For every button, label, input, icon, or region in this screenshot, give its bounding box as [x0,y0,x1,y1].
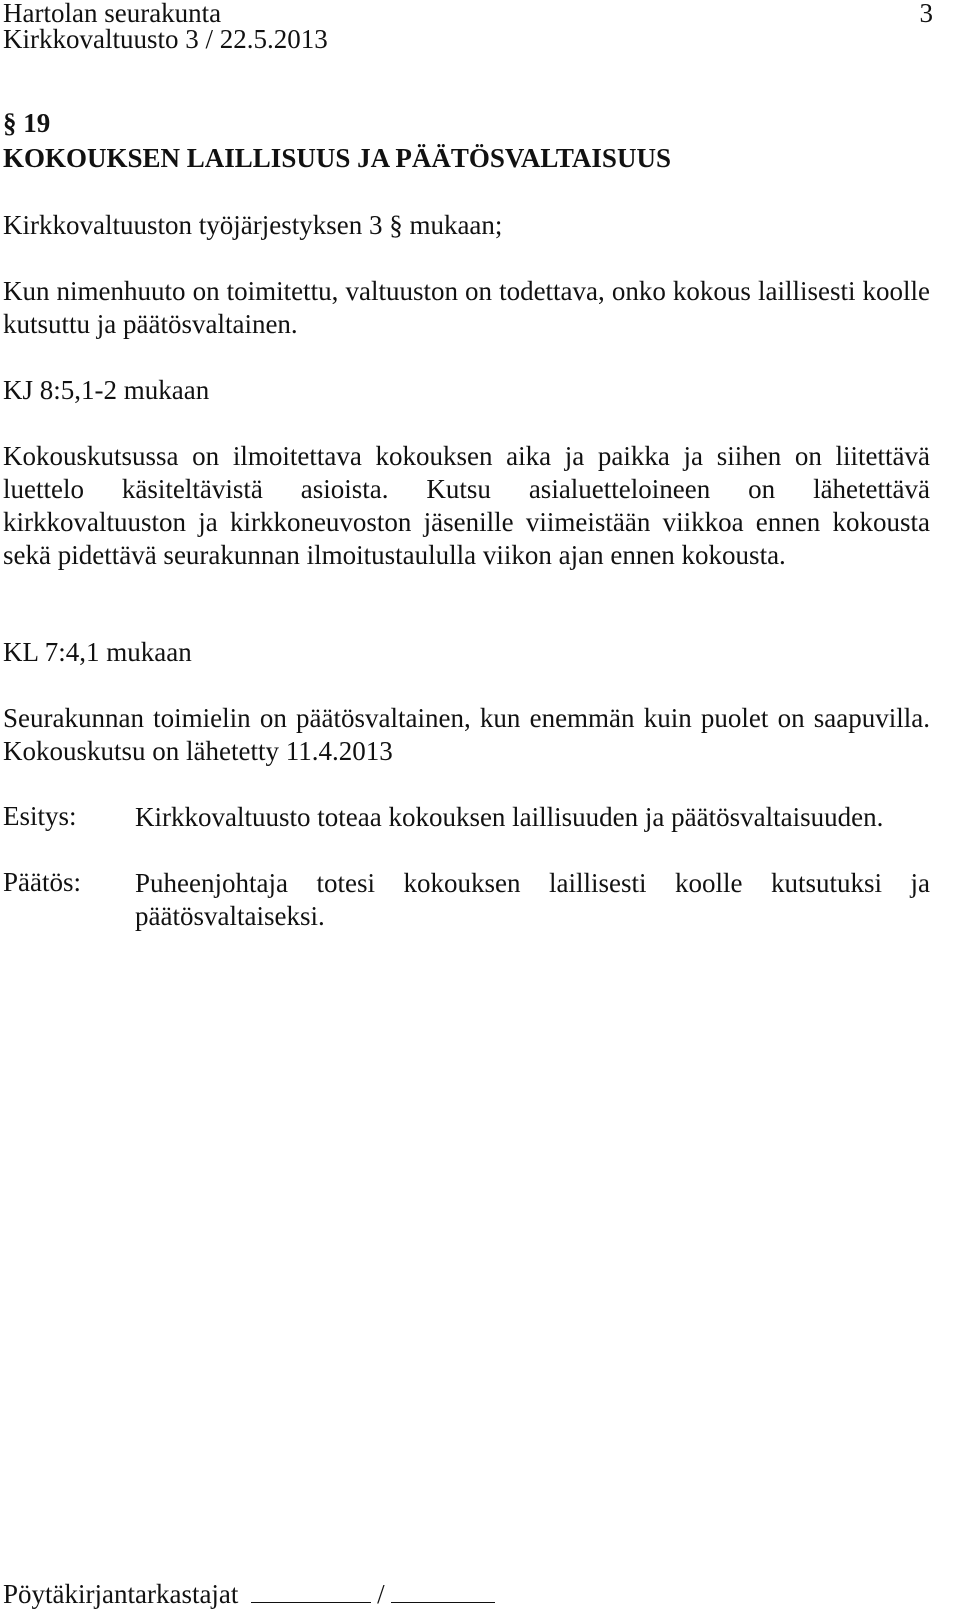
footer-separator: / [377,1579,385,1609]
proposal-label: Esitys: [3,801,77,831]
paragraph-rules-reference: Kirkkovaltuuston työjärjestyksen 3 § mukaan; [3,210,503,240]
paragraph-quorum: Seurakunnan toimielin on päätösvaltainen, kun enemmän kuin puolet on saapuvilla. Kokouskutsu on lähetetty 11.4.2013 [3,703,930,766]
decision-label: Päätös: [3,867,81,897]
paragraph-kj-reference: KJ 8:5,1-2 mukaan [3,375,210,405]
paragraph-roll-call: Kun nimenhuuto on toimitettu, valtuuston on todettava, onko kokous laillisesti koolle kutsuttu ja päätösvaltainen. [3,276,930,339]
paragraph-invitation-rules: Kokouskutsussa on ilmoitettava kokouksen aika ja paikka ja siihen on liitettävä luettelo käsiteltävistä asioista. Kutsu asialuetteloineen on lähetettävä kirkkovaltuuston ja kirkkoneuvoston jäsenille viimeistään viikkoa ennen kokousta sekä pidettävä seurakunnan ilmoitustaululla viikon ajan ennen kokousta. [3,441,930,570]
footer-signatures [3,1575,501,1610]
signature-line-2 [391,1575,495,1603]
decision-text: Puheenjohtaja totesi kokouksen laillisesti koolle kutsutuksi ja päätösvaltaiseksi. [135,868,930,931]
paragraph-kl-reference: KL 7:4,1 mukaan [3,637,192,667]
header-organization: Hartolan seurakunta [3,0,222,28]
section-number: 19 [23,108,51,138]
page-number: 3 [919,0,933,28]
section-title: KOKOUKSEN LAILLISUUS JA PÄÄTÖSVALTAISUUS [3,143,671,173]
signature-line-1 [251,1575,371,1603]
section-symbol: § [3,108,17,138]
section-heading [3,108,50,139]
proposal-text: Kirkkovaltuusto toteaa kokouksen laillisuuden ja päätösvaltaisuuden. [135,802,884,832]
header-meeting: Kirkkovaltuusto 3 / 22.5.2013 [3,24,328,54]
footer-label: Pöytäkirjantarkastajat [3,1579,239,1609]
